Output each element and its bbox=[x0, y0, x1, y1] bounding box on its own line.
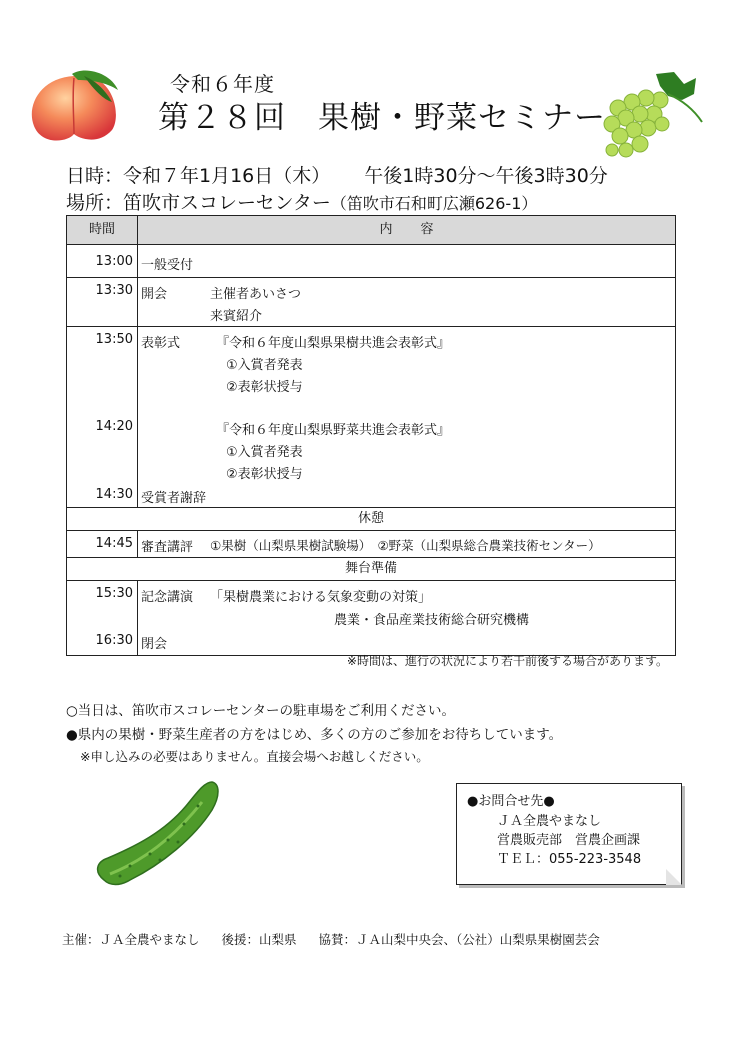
table-row bbox=[67, 278, 675, 327]
contact-tel: ＴＥＬ：055-223-3548 bbox=[497, 852, 642, 867]
table-row bbox=[67, 531, 675, 558]
footer-organizer: 主催：ＪＡ全農やまなし bbox=[62, 932, 200, 947]
row-time: 14:45 bbox=[95, 536, 133, 551]
invitation-note: ●県内の果樹・野菜生産者の方をはじめ、多くの方のご参加をお待ちしています。 bbox=[66, 727, 563, 743]
time-note: ※時間は、進行の状況により若干前後する場合があります。 bbox=[346, 654, 668, 668]
row-time: 13:50 bbox=[95, 332, 133, 347]
break-row: 休憩 bbox=[67, 508, 675, 531]
footer-support: 後援：山梨県 bbox=[221, 932, 297, 947]
peach-illustration bbox=[28, 68, 124, 148]
registration-note: ※申し込みの必要はありません。直接会場へお越しください。 bbox=[80, 749, 429, 764]
address-text: （笛吹市石和町広瀬626-1） bbox=[330, 194, 538, 213]
header-time: 時間 bbox=[67, 216, 138, 244]
row-label: 閉会 bbox=[141, 637, 168, 652]
row-time: 15:30 bbox=[95, 586, 133, 601]
header-content: 内容 bbox=[379, 222, 462, 237]
time-text: 午後1時30分～午後3時30分 bbox=[364, 165, 608, 187]
row-time: 13:30 bbox=[95, 283, 133, 298]
row-line: ②表彰状授与 bbox=[226, 380, 303, 395]
grapes-illustration bbox=[598, 70, 708, 166]
program-table bbox=[66, 215, 676, 656]
table-row bbox=[67, 327, 675, 508]
row-label: 記念講演 bbox=[141, 590, 194, 605]
row-line: 主催者あいさつ bbox=[210, 287, 302, 302]
table-row bbox=[67, 581, 675, 655]
contact-dept: 営農販売部 営農企画課 bbox=[497, 833, 641, 848]
row-time: 13:00 bbox=[95, 254, 133, 269]
row-time: 16:30 bbox=[95, 633, 133, 648]
row-label: 開会 bbox=[141, 287, 168, 302]
row-label: 審査講評 bbox=[141, 540, 194, 555]
break-row: 舞台準備 bbox=[67, 558, 675, 581]
row-line: 『令和６年度山梨県野菜共進会表彰式』 bbox=[216, 423, 451, 438]
row-time: 14:30 bbox=[95, 487, 133, 502]
row-line: 来賓紹介 bbox=[210, 309, 263, 324]
row-line: 農業・食品産業技術総合研究機構 bbox=[334, 613, 530, 628]
place-text: 場所：笛吹市スコレーセンター bbox=[66, 192, 331, 214]
subtitle: 令和６年度 bbox=[170, 72, 275, 96]
row-line: 一般受付 bbox=[141, 258, 194, 273]
row-line: ①入賞者発表 bbox=[226, 445, 303, 460]
page-title: 第２８回 果樹・野菜セミナー bbox=[158, 100, 606, 136]
row-label: 受賞者謝辞 bbox=[141, 491, 207, 506]
date-text: 日時：令和７年1月16日（木） bbox=[66, 165, 331, 187]
row-line: ②表彰状授与 bbox=[226, 467, 303, 482]
table-header bbox=[67, 216, 675, 245]
contact-heading: ●お問合せ先● bbox=[467, 794, 555, 809]
footer bbox=[62, 930, 600, 948]
event-place bbox=[66, 188, 537, 215]
row-line: ①入賞者発表 bbox=[226, 358, 303, 373]
page-curl-icon bbox=[666, 869, 682, 885]
event-date bbox=[66, 161, 608, 188]
row-line: ①果樹（山梨県果樹試験場） ②野菜（山梨県総合農業技術センター） bbox=[210, 538, 601, 553]
contact-box bbox=[456, 783, 682, 885]
parking-note: ○当日は、笛吹市スコレーセンターの駐車場をご利用ください。 bbox=[66, 703, 455, 719]
contact-org: ＪＡ全農やまなし bbox=[497, 814, 602, 829]
footer-sponsor: 協賛：ＪＡ山梨中央会、（公社）山梨県果樹園芸会 bbox=[318, 932, 600, 947]
row-time: 14:20 bbox=[95, 419, 133, 434]
row-label: 表彰式 bbox=[141, 336, 181, 351]
row-line: 『令和６年度山梨県果樹共進会表彰式』 bbox=[216, 336, 451, 351]
table-row bbox=[67, 245, 675, 278]
row-line: 「果樹農業における気象変動の対策」 bbox=[210, 590, 432, 605]
cucumber-illustration bbox=[90, 776, 222, 892]
